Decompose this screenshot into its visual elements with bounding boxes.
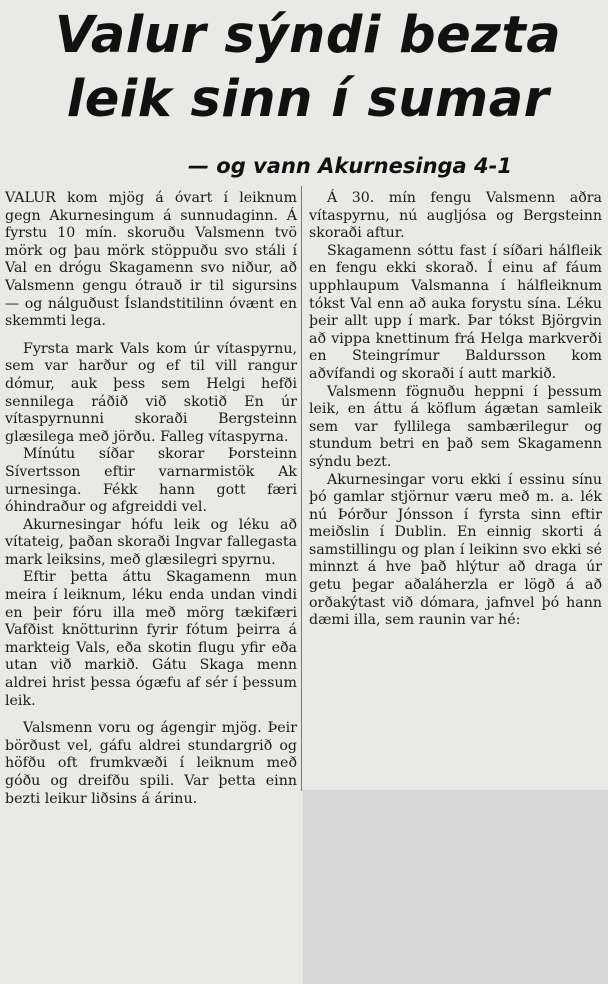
paragraph: Valsmenn voru og ágengir mjög. Þeir börðust vel, gáfu aldrei stundargrið og höfðu oft frumkvæði í leiknum með góðu og dreifðu spili. Var þetta einn bezti leikur liðsins á árinu. (5, 720, 297, 807)
paragraph: Eftir þetta áttu Skagamenn mun meira í leiknum, léku enda undan vindi en þeir fóru illa með mörg tækifæri Vafðist knötturinn fyrir fótum þeirra á markteig Vals, eða skotin flugu yfir eða utan við markið. Gátu Skaga menn aldrei hrist þessa ógæfu af sér í þessum leik. (5, 569, 297, 709)
right-column (309, 190, 602, 630)
paragraph: Mínútu síðar skorar Þorsteinn Sívertsson eftir varnarmistök Ak urnesinga. Fékk hann gott færi óhindraður og afgreiddi vel. (5, 446, 297, 516)
paragraph: VALUR kom mjög á óvart í leiknum gegn Akurnesingum á sunnudaginn. Á fyrstu 10 mín. skoruðu Valsmenn tvö mörk og þau mörk stöppuðu svo stáli í Val en drógu Skagamenn svo niður, að Valsmenn gengu ótrauð ir til sigursins — og nálguðust Íslandstitilinn óvænt en skemmti lega. (5, 190, 297, 330)
paragraph: Valsmenn fögnuðu heppni í þessum leik, en áttu á köflum ágætan samleik sem var fyllilega sambærilegur og stundum betri en það sem Skagamenn sýndu bezt. (309, 383, 602, 470)
blank-area (303, 790, 608, 984)
paragraph: Akurnesingar voru ekki í essinu sínu þó gamlar stjörnur væru með m. a. lék nú Þórður Jónsson í fyrsta sinn eftir meiðslin í Dublin. En einnig skorti á samstillingu og plan í leikinn svo ekki sé minnzt á hve það hlýtur að draga úr getu þegar aðaláherzla er lögð á að orðakýtast við dómara, jafnvel þó hann dæmi illa, sem raunin var hé: (309, 471, 602, 629)
paragraph: Skagamenn sóttu fast í síðari hálfleik en fengu ekki skorað. Í einu af fáum upphlaupum Valsmanna í hálfleiknum tókst Val enn að auka forystu sína. Léku þeir allt upp í mark. Þar tókst Björgvin að vippa knettinum frá Helga markverði en Steingrímur Baldursson kom aðvífandi og skoraði í autt markið. (309, 242, 602, 382)
paragraph: Á 30. mín fengu Valsmenn aðra vítaspyrnu, nú augljósa og Bergsteinn skoraði aftur. (309, 190, 602, 242)
column-divider (301, 186, 302, 791)
left-column (5, 190, 297, 808)
paragraph: Fyrsta mark Vals kom úr vítaspyrnu, sem var harður og ef til vill rangur dómur, auk þess sem Helgi hefði sennilega ráðið við skotið En úr vítaspyrnunni skoraði Bergsteinn glæsilega með jörðu. Falleg vítaspyrna. (5, 340, 297, 445)
headline-line-2: leik sinn í sumar (66, 70, 550, 129)
subheadline: — og vann Akurnesinga 4-1 (188, 154, 512, 178)
paragraph: Akurnesingar hófu leik og léku að vítateig, þaðan skoraði Ingvar fallegasta mark leiksins, með glæsilegri spyrnu. (5, 516, 297, 568)
headline (18, 4, 598, 132)
headline-line-1: Valur sýndi bezta (54, 6, 562, 65)
